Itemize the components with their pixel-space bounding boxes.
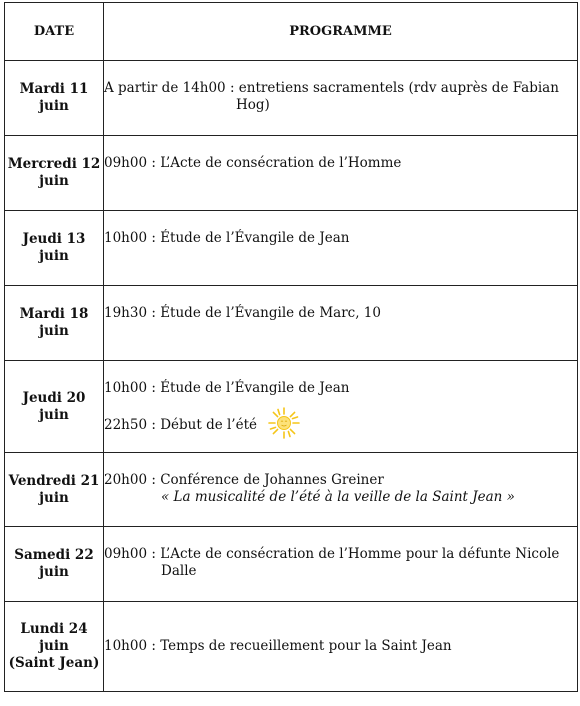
date-line: Lundi 24 (20, 621, 88, 637)
entry-sep: : (147, 230, 161, 246)
date-cell (5, 453, 104, 527)
entry-time: 10h00 (104, 638, 148, 654)
table-row (5, 453, 578, 527)
entry-text: L’Acte de consécration de l’Homme (160, 155, 402, 171)
date-cell (5, 286, 104, 361)
entry-text: Étude de l’Évangile de Marc, 10 (160, 305, 381, 321)
date-line: Mercredi 12 (7, 156, 101, 172)
entry-continuation: Dalle (161, 563, 197, 579)
date-cell (5, 361, 104, 453)
date-cell (5, 136, 104, 211)
entry-text: Étude de l’Évangile de Jean (160, 230, 350, 246)
entry-text: L’Acte de consécration de l’Homme pour la défunte Nicole (160, 546, 560, 562)
table-row (5, 527, 578, 602)
entry-sep: : (147, 472, 161, 488)
programme-cell (104, 361, 578, 453)
table-row (5, 286, 578, 361)
entry-sep: : (147, 546, 161, 562)
entry-time: A partir de 14h00 (104, 80, 226, 96)
table-row (5, 136, 578, 211)
date-line: juin (39, 98, 69, 114)
entry-time: 22h50 (104, 417, 148, 433)
table-row (5, 211, 578, 286)
date-cell (5, 211, 104, 286)
date-line: Vendredi 21 (8, 472, 100, 489)
date-line: juin (39, 406, 69, 423)
table-row (5, 602, 578, 692)
date-line: juin (39, 173, 69, 189)
entry-text: Étude de l’Évangile de Jean (160, 380, 350, 396)
entry-text: Conférence de Johannes Greiner (160, 472, 384, 488)
entry-sep: : (147, 417, 161, 433)
date-line: juin (39, 248, 69, 264)
entry-text: entretiens sacramentels (rdv auprès de Fabian (238, 80, 559, 96)
programme-cell (104, 602, 578, 692)
entry-continuation: « La musicalité de l’été à la veille de la Saint Jean » (161, 489, 515, 505)
date-line: juin (39, 489, 69, 506)
date-line: Mardi 18 (19, 306, 89, 322)
table-row (5, 361, 578, 453)
date-cell (5, 61, 104, 136)
programme-cell (104, 286, 578, 361)
programme-cell (104, 527, 578, 602)
header-row (5, 3, 578, 61)
entry-sep: : (147, 155, 161, 171)
entry-time: 19h30 (104, 305, 148, 321)
date-line: (Saint Jean) (8, 655, 100, 671)
entry-sep: : (147, 380, 161, 396)
date-cell (5, 527, 104, 602)
date-line: juin (39, 323, 69, 339)
entry-sep: : (147, 638, 161, 654)
entry-time: 09h00 (104, 155, 148, 171)
programme-table (4, 2, 578, 692)
entry-continuation: Hog) (236, 97, 270, 113)
entry-sep: : (147, 305, 161, 321)
date-line: juin (39, 564, 69, 580)
programme-cell (104, 453, 578, 527)
programme-cell (104, 211, 578, 286)
date-line: Samedi 22 (14, 547, 94, 563)
date-cell (5, 602, 104, 692)
entry-time: 20h00 (104, 472, 148, 488)
date-line: Jeudi 13 (22, 231, 86, 247)
programme-cell (104, 61, 578, 136)
programme-header: PROGRAMME (104, 3, 578, 61)
date-line: Jeudi 20 (22, 389, 86, 406)
programme-cell (104, 136, 578, 211)
table-row (5, 61, 578, 136)
entry-time: 09h00 (104, 546, 148, 562)
entry-time: 10h00 (104, 230, 148, 246)
entry-text: Temps de recueillement pour la Saint Jean (160, 638, 452, 654)
entry-text: Début de l’été (160, 417, 258, 433)
date-line: Mardi 11 (19, 81, 89, 97)
date-header: DATE (5, 3, 104, 61)
entry-time: 10h00 (104, 380, 148, 396)
entry-sep: : (225, 80, 239, 96)
date-line: juin (39, 638, 69, 654)
sun-icon (267, 406, 301, 445)
